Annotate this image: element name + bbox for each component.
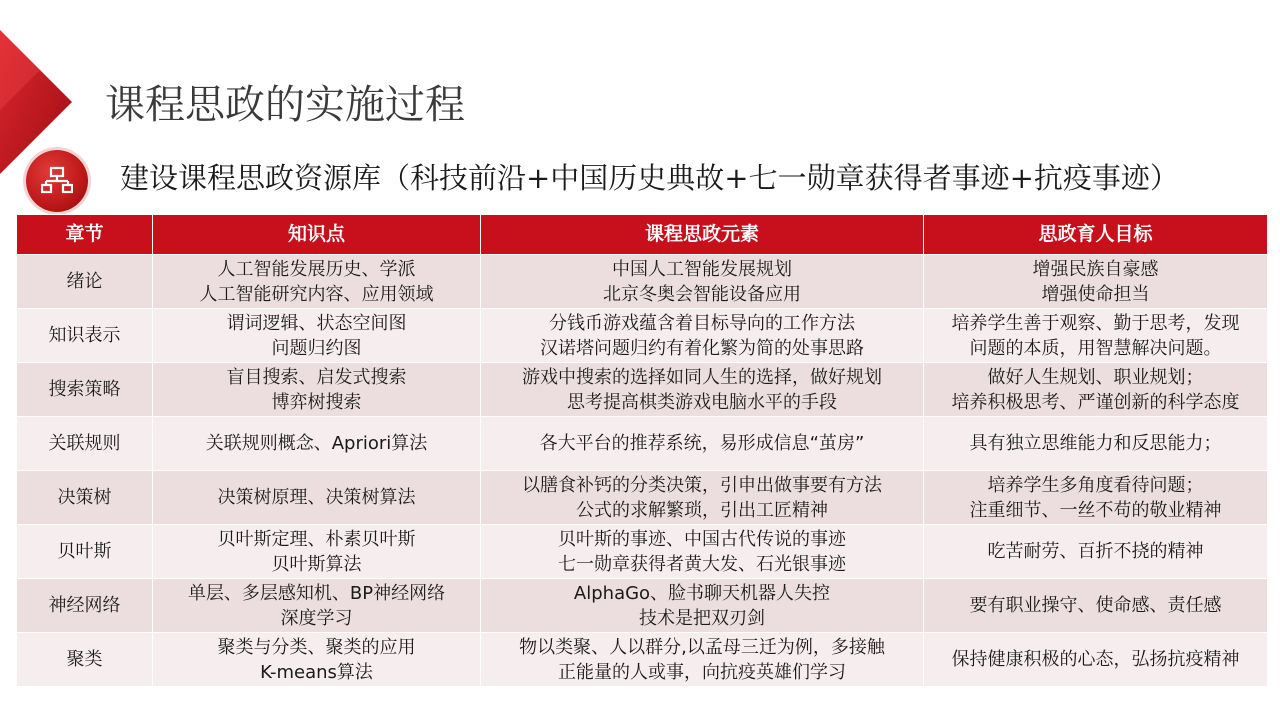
cell-knowledge-line: 人工智能研究内容、应用领域 bbox=[199, 283, 434, 305]
cell-elements-line: 中国人工智能发展规划 bbox=[612, 258, 792, 280]
cell-elements-line: 公式的求解繁琐，引出工匠精神 bbox=[576, 499, 828, 521]
table-body bbox=[17, 255, 1268, 687]
cell-knowledge bbox=[153, 633, 481, 687]
cell-chapter bbox=[17, 471, 153, 525]
cell-goals-line: 做好人生规划、职业规划； bbox=[987, 366, 1204, 388]
cell-chapter bbox=[17, 579, 153, 633]
cell-goals-line: 保持健康积极的心态，弘扬抗疫精神 bbox=[951, 649, 1240, 670]
header-elements: 课程思政元素 bbox=[481, 215, 924, 255]
cell-elements-line: AlphaGo、脸书聊天机器人失控 bbox=[573, 582, 831, 604]
cell-elements-line: 北京冬奥会智能设备应用 bbox=[603, 283, 801, 305]
cell-knowledge-line: 人工智能发展历史、学派 bbox=[217, 258, 416, 280]
cell-goals-line: 要有职业操守、使命感、责任感 bbox=[969, 595, 1222, 616]
cell-elements bbox=[481, 471, 924, 525]
cell-chapter bbox=[17, 633, 153, 687]
cell-goals-line: 具有独立思维能力和反思能力； bbox=[969, 433, 1222, 454]
cell-knowledge-line: 贝叶斯定理、朴素贝叶斯 bbox=[217, 528, 416, 550]
cell-elements bbox=[481, 633, 924, 687]
cell-goals-line: 注重细节、一丝不苟的敬业精神 bbox=[969, 499, 1222, 521]
cell-knowledge-line: 贝叶斯算法 bbox=[271, 553, 362, 575]
cell-elements-line: 技术是把双刃剑 bbox=[639, 607, 765, 629]
cell-chapter-line: 神经网络 bbox=[48, 595, 121, 616]
cell-elements-line: 正能量的人或事，向抗疫英雄们学习 bbox=[558, 661, 846, 683]
table-row bbox=[17, 471, 1268, 525]
header-knowledge: 知识点 bbox=[153, 215, 481, 255]
cell-knowledge-line: 博弈树搜索 bbox=[271, 391, 362, 413]
table-row bbox=[17, 633, 1268, 687]
cell-chapter bbox=[17, 255, 153, 309]
table-header-row bbox=[17, 215, 1268, 255]
page-title: 课程思政的实施过程 bbox=[105, 82, 465, 128]
cell-elements-line: 分钱币游戏蕴含着目标导向的工作方法 bbox=[549, 312, 855, 334]
cell-elements-line: 贝叶斯的事迹、中国古代传说的事迹 bbox=[558, 528, 846, 550]
table-row bbox=[17, 255, 1268, 309]
cell-chapter bbox=[17, 525, 153, 579]
header-chapter: 章节 bbox=[17, 215, 153, 255]
cell-goals bbox=[924, 255, 1268, 309]
cell-chapter-line: 决策树 bbox=[57, 487, 112, 508]
cell-knowledge-line: K-means算法 bbox=[260, 661, 373, 683]
cell-goals bbox=[924, 579, 1268, 633]
table-row bbox=[17, 579, 1268, 633]
cell-goals-line: 培养积极思考、严谨创新的科学态度 bbox=[951, 391, 1240, 413]
cell-chapter-line: 聚类 bbox=[66, 649, 103, 670]
cell-chapter bbox=[17, 309, 153, 363]
cell-goals bbox=[924, 633, 1268, 687]
cell-knowledge-line: 问题归约图 bbox=[271, 337, 362, 359]
cell-goals-line: 吃苦耐劳、百折不挠的精神 bbox=[987, 541, 1204, 562]
cell-chapter bbox=[17, 417, 153, 471]
table-row bbox=[17, 417, 1268, 471]
cell-elements-line: 游戏中搜索的选择如同人生的选择，做好规划 bbox=[522, 366, 882, 388]
cell-knowledge-line: 谓词逻辑、状态空间图 bbox=[226, 312, 407, 334]
cell-elements-line: 汉诺塔问题归约有着化繁为简的处事思路 bbox=[540, 337, 864, 359]
cell-goals bbox=[924, 363, 1268, 417]
cell-goals-line: 增强使命担当 bbox=[1041, 283, 1150, 305]
cell-goals-line: 增强民族自豪感 bbox=[1032, 258, 1159, 280]
cell-goals bbox=[924, 525, 1268, 579]
cell-elements-line: 物以类聚、人以群分,以孟母三迁为例，多接触 bbox=[519, 636, 885, 658]
cell-elements-line: 以膳食补钙的分类决策，引申出做事要有方法 bbox=[522, 474, 882, 496]
cell-goals bbox=[924, 309, 1268, 363]
cell-knowledge bbox=[153, 579, 481, 633]
cell-knowledge bbox=[153, 417, 481, 471]
cell-chapter-line: 贝叶斯 bbox=[57, 541, 112, 562]
cell-knowledge-line: 深度学习 bbox=[280, 607, 353, 629]
table-row bbox=[17, 525, 1268, 579]
cell-elements bbox=[481, 255, 924, 309]
cell-elements bbox=[481, 417, 924, 471]
table-row bbox=[17, 309, 1268, 363]
cell-knowledge-line: 盲目搜索、启发式搜索 bbox=[226, 366, 407, 388]
table-row bbox=[17, 363, 1268, 417]
cell-chapter bbox=[17, 363, 153, 417]
cell-knowledge-line: 决策树原理、决策树算法 bbox=[217, 487, 416, 508]
cell-knowledge bbox=[153, 471, 481, 525]
cell-elements-line: 七一勋章获得者黄大发、石光银事迹 bbox=[558, 553, 846, 575]
cell-goals-line: 问题的本质，用智慧解决问题。 bbox=[969, 337, 1222, 359]
cell-elements bbox=[481, 579, 924, 633]
cell-chapter-line: 关联规则 bbox=[48, 433, 121, 454]
cell-elements bbox=[481, 363, 924, 417]
hierarchy-icon bbox=[26, 150, 88, 212]
cell-elements bbox=[481, 525, 924, 579]
cell-elements bbox=[481, 309, 924, 363]
cell-knowledge bbox=[153, 525, 481, 579]
cell-goals bbox=[924, 417, 1268, 471]
cell-chapter-line: 绪论 bbox=[66, 271, 103, 292]
cell-knowledge-line: 聚类与分类、聚类的应用 bbox=[217, 636, 416, 658]
cell-knowledge-line: 单层、多层感知机、BP神经网络 bbox=[187, 582, 446, 604]
cell-goals bbox=[924, 471, 1268, 525]
cell-elements-line: 各大平台的推荐系统，易形成信息“茧房” bbox=[539, 433, 865, 454]
cell-knowledge-line: 关联规则概念、Apriori算法 bbox=[205, 433, 428, 454]
cell-elements-line: 思考提高棋类游戏电脑水平的手段 bbox=[567, 391, 837, 413]
cell-knowledge bbox=[153, 255, 481, 309]
cell-chapter-line: 搜索策略 bbox=[48, 379, 121, 400]
cell-knowledge bbox=[153, 363, 481, 417]
cell-goals-line: 培养学生多角度看待问题； bbox=[987, 474, 1204, 496]
cell-goals-line: 培养学生善于观察、勤于思考，发现 bbox=[951, 312, 1240, 334]
subtitle: 建设课程思政资源库（科技前沿+中国历史典故+七一勋章获得者事迹+抗疫事迹） bbox=[120, 161, 1179, 195]
header-goals: 思政育人目标 bbox=[924, 215, 1268, 255]
cell-knowledge bbox=[153, 309, 481, 363]
resource-table bbox=[16, 214, 1268, 687]
cell-chapter-line: 知识表示 bbox=[48, 325, 121, 346]
